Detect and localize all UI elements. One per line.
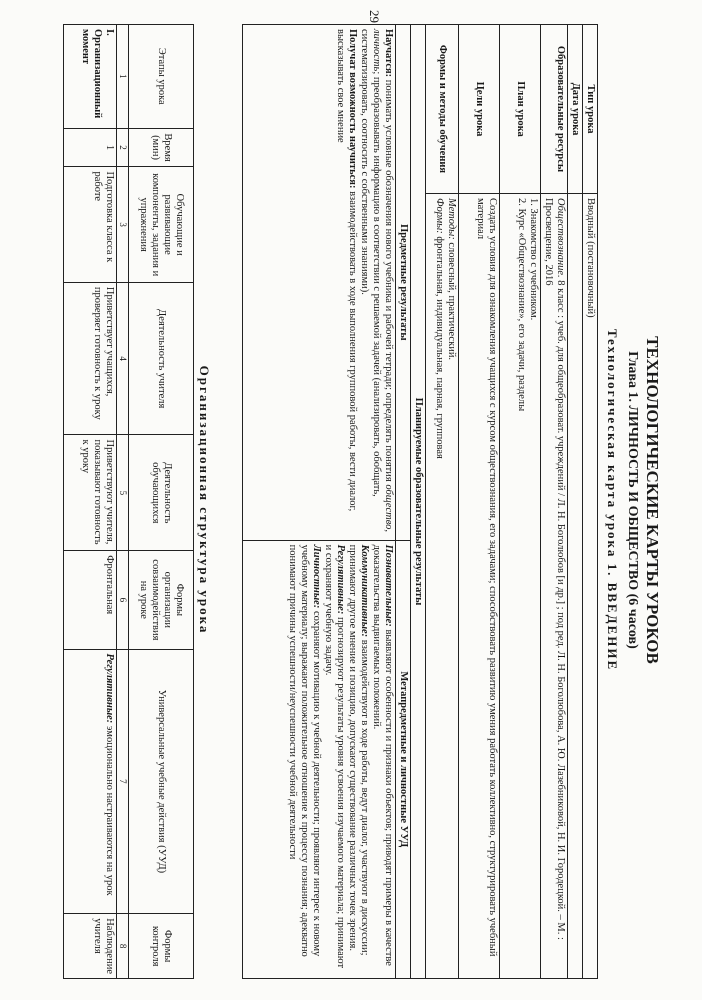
cognitive-label: Познавательные: bbox=[383, 544, 394, 627]
regulatory-text: прогнозируют результаты уровня усвоения изучаемого материала; принимают и сохраняют учебную задачу. bbox=[323, 544, 346, 969]
col-num-3: 3 bbox=[117, 167, 129, 282]
row1-control: Наблюдение учителя bbox=[64, 914, 117, 979]
row1-uud-label: Регулятивные: bbox=[104, 653, 115, 724]
methods-value bbox=[426, 194, 459, 979]
col-stage: Этапы урока bbox=[129, 25, 194, 129]
row1-stage: I. Организационный момент bbox=[64, 25, 117, 129]
personal-text: сохраняют мотивацию к учебной деятельности; проявляют интерес к новому учебному материалу; выражают положительное отношение к процессу познания; адекватно понимают причины успешности/неуспешности учебной деятельности bbox=[287, 544, 322, 957]
col-uud: Универсальные учебные действия (УУД) bbox=[129, 649, 194, 914]
plan-label: План урока bbox=[500, 25, 541, 194]
col-components: Обучающие и развивающие компоненты, задания и упражнения bbox=[129, 167, 194, 282]
col-num-6: 6 bbox=[117, 551, 129, 649]
methods-label: Формы и методы обучения bbox=[426, 25, 459, 194]
lesson-info-table bbox=[242, 24, 598, 979]
resources-value bbox=[541, 194, 568, 979]
col-num-4: 4 bbox=[117, 282, 129, 435]
methods-text: словесный, практический. bbox=[446, 239, 457, 361]
structure-table bbox=[63, 24, 194, 979]
type-value: Вводный (постановочный) bbox=[583, 194, 598, 979]
meta-results-header: Метапредметные и личностные УУД bbox=[396, 540, 411, 978]
plan-item-1: 1. Знакомство с учебником. bbox=[528, 198, 539, 321]
learn-text-a: понимать условные обозначения нового учебника и рабочей тетради; определять понятия bbox=[383, 77, 394, 485]
resources-label: Образовательные ресурсы bbox=[541, 25, 568, 194]
row1-form: Фронтальная bbox=[64, 551, 117, 649]
date-label: Дата урока bbox=[568, 25, 583, 194]
col-num-1: 1 bbox=[117, 25, 129, 129]
methods-italic: Методы: bbox=[446, 198, 457, 240]
communicative-label: Коммуникативные: bbox=[359, 544, 370, 638]
forms-text: фронтальная, индивидуальная, парная, групповая bbox=[434, 233, 445, 459]
row1-components: Подготовка класса к работе bbox=[64, 167, 117, 282]
plan-item-2: 2. Курс «Обществознание», его задачи, разделы bbox=[516, 198, 527, 412]
row1-students: Приветствуют учителя, показывают готовность к уроку bbox=[64, 435, 117, 551]
resources-text: 8 класс : учеб. для общеобразоват. учреждений / Л. Н. Боголюбов [и др.] ; под ред. Л. Н. Боголюбова, А. Ю. Лазебниковой, Н. И. Городецкой. – М. : Просвещение, 2016 bbox=[543, 198, 566, 940]
learn-label: Научатся: bbox=[383, 29, 394, 78]
results-header: Планируемые образовательные результаты bbox=[411, 25, 426, 979]
col-teacher: Деятельность учителя bbox=[129, 282, 194, 435]
col-time: Время (мин) bbox=[129, 128, 194, 167]
row1-teacher: Приветствует учащихся, проверяет готовность к уроку bbox=[64, 282, 117, 435]
possible-label: Получат возможность научиться: bbox=[347, 29, 358, 189]
learn-text-italic: общество, личность bbox=[371, 29, 394, 532]
resources-italic: Обществознание. bbox=[555, 198, 566, 278]
col-num-8: 8 bbox=[117, 914, 129, 979]
goals-value: Создать условия для ознакомления учащихся с курсом обществознания, его задачами; способствовать развитию умения работать коллективно, структурировать учебный материал bbox=[459, 194, 500, 979]
row1-uud bbox=[64, 649, 117, 914]
structure-title: Организационная структура урока bbox=[197, 365, 212, 635]
meta-results-cell bbox=[243, 540, 396, 978]
col-form: Формы организации совзаимодействия на уроке bbox=[129, 551, 194, 649]
subject-results-header: Предметные результаты bbox=[396, 25, 411, 541]
lesson-title: Технологическая карта урока 1. ВВЕДЕНИЕ bbox=[605, 328, 620, 672]
regulatory-label: Регулятивные: bbox=[335, 544, 346, 615]
page-number: 29 bbox=[367, 10, 382, 23]
col-students: Деятельность обучающихся bbox=[129, 435, 194, 551]
document-title: ТЕХНОЛОГИЧЕСКИЕ КАРТЫ УРОКОВ bbox=[643, 336, 662, 664]
forms-italic: Формы: bbox=[434, 198, 445, 234]
learn-text-b: ; преобразовывать информацию в соответствии с решаемой задачей (анализировать, обобщать, систематизировать, соотносить с собственными знаниями). bbox=[359, 29, 382, 497]
col-num-2: 2 bbox=[117, 128, 129, 167]
col-num-5: 5 bbox=[117, 435, 129, 551]
subject-results-cell bbox=[243, 25, 396, 541]
table-row bbox=[64, 25, 117, 979]
plan-value bbox=[500, 194, 541, 979]
row1-uud-text: эмоционально настраиваются на урок bbox=[104, 723, 115, 896]
row1-time: 1 bbox=[64, 128, 117, 167]
type-label: Тип урока bbox=[583, 25, 598, 194]
cognitive-text: выявляют особенности и признаки объектов; приводят примеры в качестве доказательства выдвигаемых положений. bbox=[371, 544, 394, 966]
chapter-title: Глава 1. ЛИЧНОСТЬ И ОБЩЕСТВО (6 часов) bbox=[625, 351, 640, 649]
personal-label: Личностные: bbox=[311, 544, 322, 609]
possible-text: взаимодействовать в ходе выполнения групповой работы, вести диалог, высказывать свое мнение bbox=[335, 29, 358, 512]
date-value bbox=[568, 194, 583, 979]
communicative-text: взаимодействуют в ходе работы, ведут диалог, участвуют в дискуссии; принимают другое мнение и позицию, допускают существование различных точек зрения. bbox=[347, 544, 370, 956]
col-num-7: 7 bbox=[117, 649, 129, 914]
col-control: Формы контроля bbox=[129, 914, 194, 979]
goals-label: Цели урока bbox=[459, 25, 500, 194]
